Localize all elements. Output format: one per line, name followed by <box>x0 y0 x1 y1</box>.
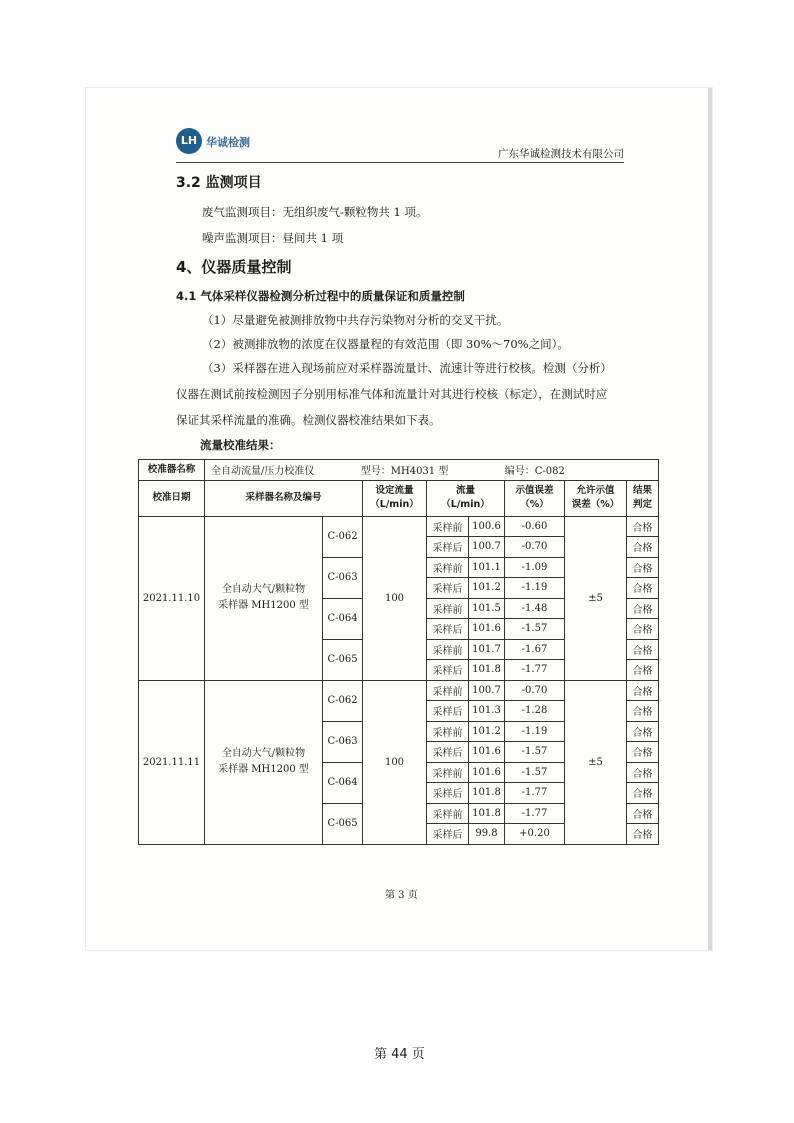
sampler-id: C-064 <box>323 762 363 803</box>
result-verdict: 合格 <box>627 701 659 722</box>
sampler-id: C-064 <box>323 598 363 639</box>
qc-item-1: （1）尽量避免被测排放物中共存污染物对分析的交叉干扰。 <box>202 313 509 327</box>
result-verdict: 合格 <box>627 516 659 537</box>
sampling-phase: 采样前 <box>427 557 469 578</box>
inner-page-number: 第 3 页 <box>385 890 418 901</box>
sampling-phase: 采样前 <box>427 516 469 537</box>
result-verdict: 合格 <box>627 742 659 763</box>
sampling-phase: 采样后 <box>427 619 469 640</box>
qc-item-2: （2）被测排放物的浓度在仪器量程的有效范围（即 30%～70%之间）。 <box>202 337 569 351</box>
company-logo <box>176 128 258 154</box>
indication-error: -1.19 <box>505 578 565 599</box>
sampler-id: C-065 <box>323 639 363 680</box>
set-flow: 100 <box>363 516 427 680</box>
indication-error: -1.48 <box>505 598 565 619</box>
sampler-name: 全自动大气/颗粒物 采样器 MH1200 型 <box>205 680 323 844</box>
section-4-1-title: 4.1 气体采样仪器检测分析过程中的质量保证和质量控制 <box>176 289 465 303</box>
indication-error: -1.09 <box>505 557 565 578</box>
allowed-error: ±5 <box>565 680 627 844</box>
scan-edge-shadow <box>708 88 712 950</box>
set-flow: 100 <box>363 680 427 844</box>
calibrator-info <box>205 460 659 481</box>
sampler-id: C-063 <box>323 721 363 762</box>
measured-flow: 100.7 <box>469 537 505 558</box>
measured-flow: 101.1 <box>469 557 505 578</box>
qc-item-3-line-a: （3）采样器在进入现场前应对采样器流量计、流速计等进行校核。检测（分析） <box>202 361 612 375</box>
calibrator-serial: 编号：C-082 <box>504 466 565 478</box>
measured-flow: 101.5 <box>469 598 505 619</box>
indication-error: -0.70 <box>505 680 565 701</box>
sampling-phase: 采样前 <box>427 598 469 619</box>
section-3-2-title: 3.2 监测项目 <box>176 175 262 191</box>
table-row <box>139 516 659 537</box>
measured-flow: 101.6 <box>469 742 505 763</box>
calibrator-row <box>139 460 659 481</box>
measured-flow: 101.3 <box>469 701 505 722</box>
noise-monitoring-line: 噪声监测项目：昼间共 1 项 <box>202 231 344 245</box>
sampling-phase: 采样后 <box>427 660 469 681</box>
sampler-id: C-063 <box>323 557 363 598</box>
indication-error: -1.28 <box>505 701 565 722</box>
result-verdict: 合格 <box>627 660 659 681</box>
table-row <box>139 680 659 701</box>
result-verdict: 合格 <box>627 721 659 742</box>
calibration-date: 2021.11.10 <box>139 516 205 680</box>
measured-flow: 101.7 <box>469 639 505 660</box>
indication-error: -1.77 <box>505 660 565 681</box>
header-result: 结果 判定 <box>627 480 659 516</box>
sampling-phase: 采样后 <box>427 701 469 722</box>
header-flow: 流量 （L/min） <box>427 480 505 516</box>
exhaust-monitoring-line: 废气监测项目：无组织废气-颗粒物共 1 项。 <box>202 205 428 219</box>
indication-error: -1.57 <box>505 742 565 763</box>
sampler-id: C-062 <box>323 516 363 557</box>
measured-flow: 101.8 <box>469 660 505 681</box>
header-error: 示值误差 （%） <box>505 480 565 516</box>
result-verdict: 合格 <box>627 824 659 845</box>
indication-error: -1.57 <box>505 619 565 640</box>
header-row <box>139 480 659 516</box>
result-verdict: 合格 <box>627 619 659 640</box>
calibration-date: 2021.11.11 <box>139 680 205 844</box>
measured-flow: 101.8 <box>469 783 505 804</box>
measured-flow: 101.6 <box>469 619 505 640</box>
sampler-name: 全自动大气/颗粒物 采样器 MH1200 型 <box>205 516 323 680</box>
result-verdict: 合格 <box>627 557 659 578</box>
section-4-title: 4、仪器质量控制 <box>176 258 292 276</box>
indication-error: -1.67 <box>505 639 565 660</box>
indication-error: -1.77 <box>505 803 565 824</box>
indication-error: -1.19 <box>505 721 565 742</box>
measured-flow: 101.6 <box>469 762 505 783</box>
sampling-phase: 采样后 <box>427 783 469 804</box>
indication-error: +0.20 <box>505 824 565 845</box>
header-set-flow: 设定流量 （L/min） <box>363 480 427 516</box>
table-caption: 流量校准结果： <box>200 438 281 452</box>
qc-item-3-line-c: 保证其采样流量的准确。检测仪器校准结果如下表。 <box>176 413 441 427</box>
logo-mark: LH <box>176 128 202 154</box>
calibrator-model: 型号：MH4031 型 <box>360 466 449 478</box>
result-verdict: 合格 <box>627 598 659 619</box>
sampling-phase: 采样前 <box>427 803 469 824</box>
indication-error: -1.77 <box>505 783 565 804</box>
measured-flow: 101.2 <box>469 721 505 742</box>
result-verdict: 合格 <box>627 578 659 599</box>
allowed-error: ±5 <box>565 516 627 680</box>
header-sampler: 采样器名称及编号 <box>205 480 363 516</box>
outer-page-number: 第 44 页 <box>374 1047 425 1062</box>
measured-flow: 101.8 <box>469 803 505 824</box>
sampling-phase: 采样前 <box>427 680 469 701</box>
qc-item-3-line-b: 仪器在测试前按检测因子分别用标准气体和流量计对其进行校核（标定），在测试时应 <box>176 387 608 401</box>
sampling-phase: 采样前 <box>427 762 469 783</box>
calibrator-label: 校准器名称 <box>139 460 205 481</box>
sampler-id: C-062 <box>323 680 363 721</box>
header-date: 校准日期 <box>139 480 205 516</box>
result-verdict: 合格 <box>627 639 659 660</box>
measured-flow: 100.6 <box>469 516 505 537</box>
measured-flow: 101.2 <box>469 578 505 599</box>
result-verdict: 合格 <box>627 803 659 824</box>
result-verdict: 合格 <box>627 762 659 783</box>
header-divider <box>176 162 624 163</box>
sampling-phase: 采样后 <box>427 578 469 599</box>
indication-error: -0.60 <box>505 516 565 537</box>
sampling-phase: 采样后 <box>427 537 469 558</box>
sampling-phase: 采样后 <box>427 742 469 763</box>
sampler-id: C-065 <box>323 803 363 844</box>
sampling-phase: 采样前 <box>427 639 469 660</box>
sampling-phase: 采样前 <box>427 721 469 742</box>
indication-error: -1.57 <box>505 762 565 783</box>
result-verdict: 合格 <box>627 537 659 558</box>
measured-flow: 99.8 <box>469 824 505 845</box>
result-verdict: 合格 <box>627 783 659 804</box>
flow-calibration-table <box>138 459 659 845</box>
sampling-phase: 采样后 <box>427 824 469 845</box>
measured-flow: 100.7 <box>469 680 505 701</box>
result-verdict: 合格 <box>627 680 659 701</box>
company-name: 广东华诚检测技术有限公司 <box>498 148 624 160</box>
logo-text: 华诚检测 <box>206 136 250 149</box>
calibrator-device: 全自动流量/压力校准仪 <box>211 466 315 478</box>
header-allowed-error: 允许示值 误差（%） <box>565 480 627 516</box>
indication-error: -0.70 <box>505 537 565 558</box>
